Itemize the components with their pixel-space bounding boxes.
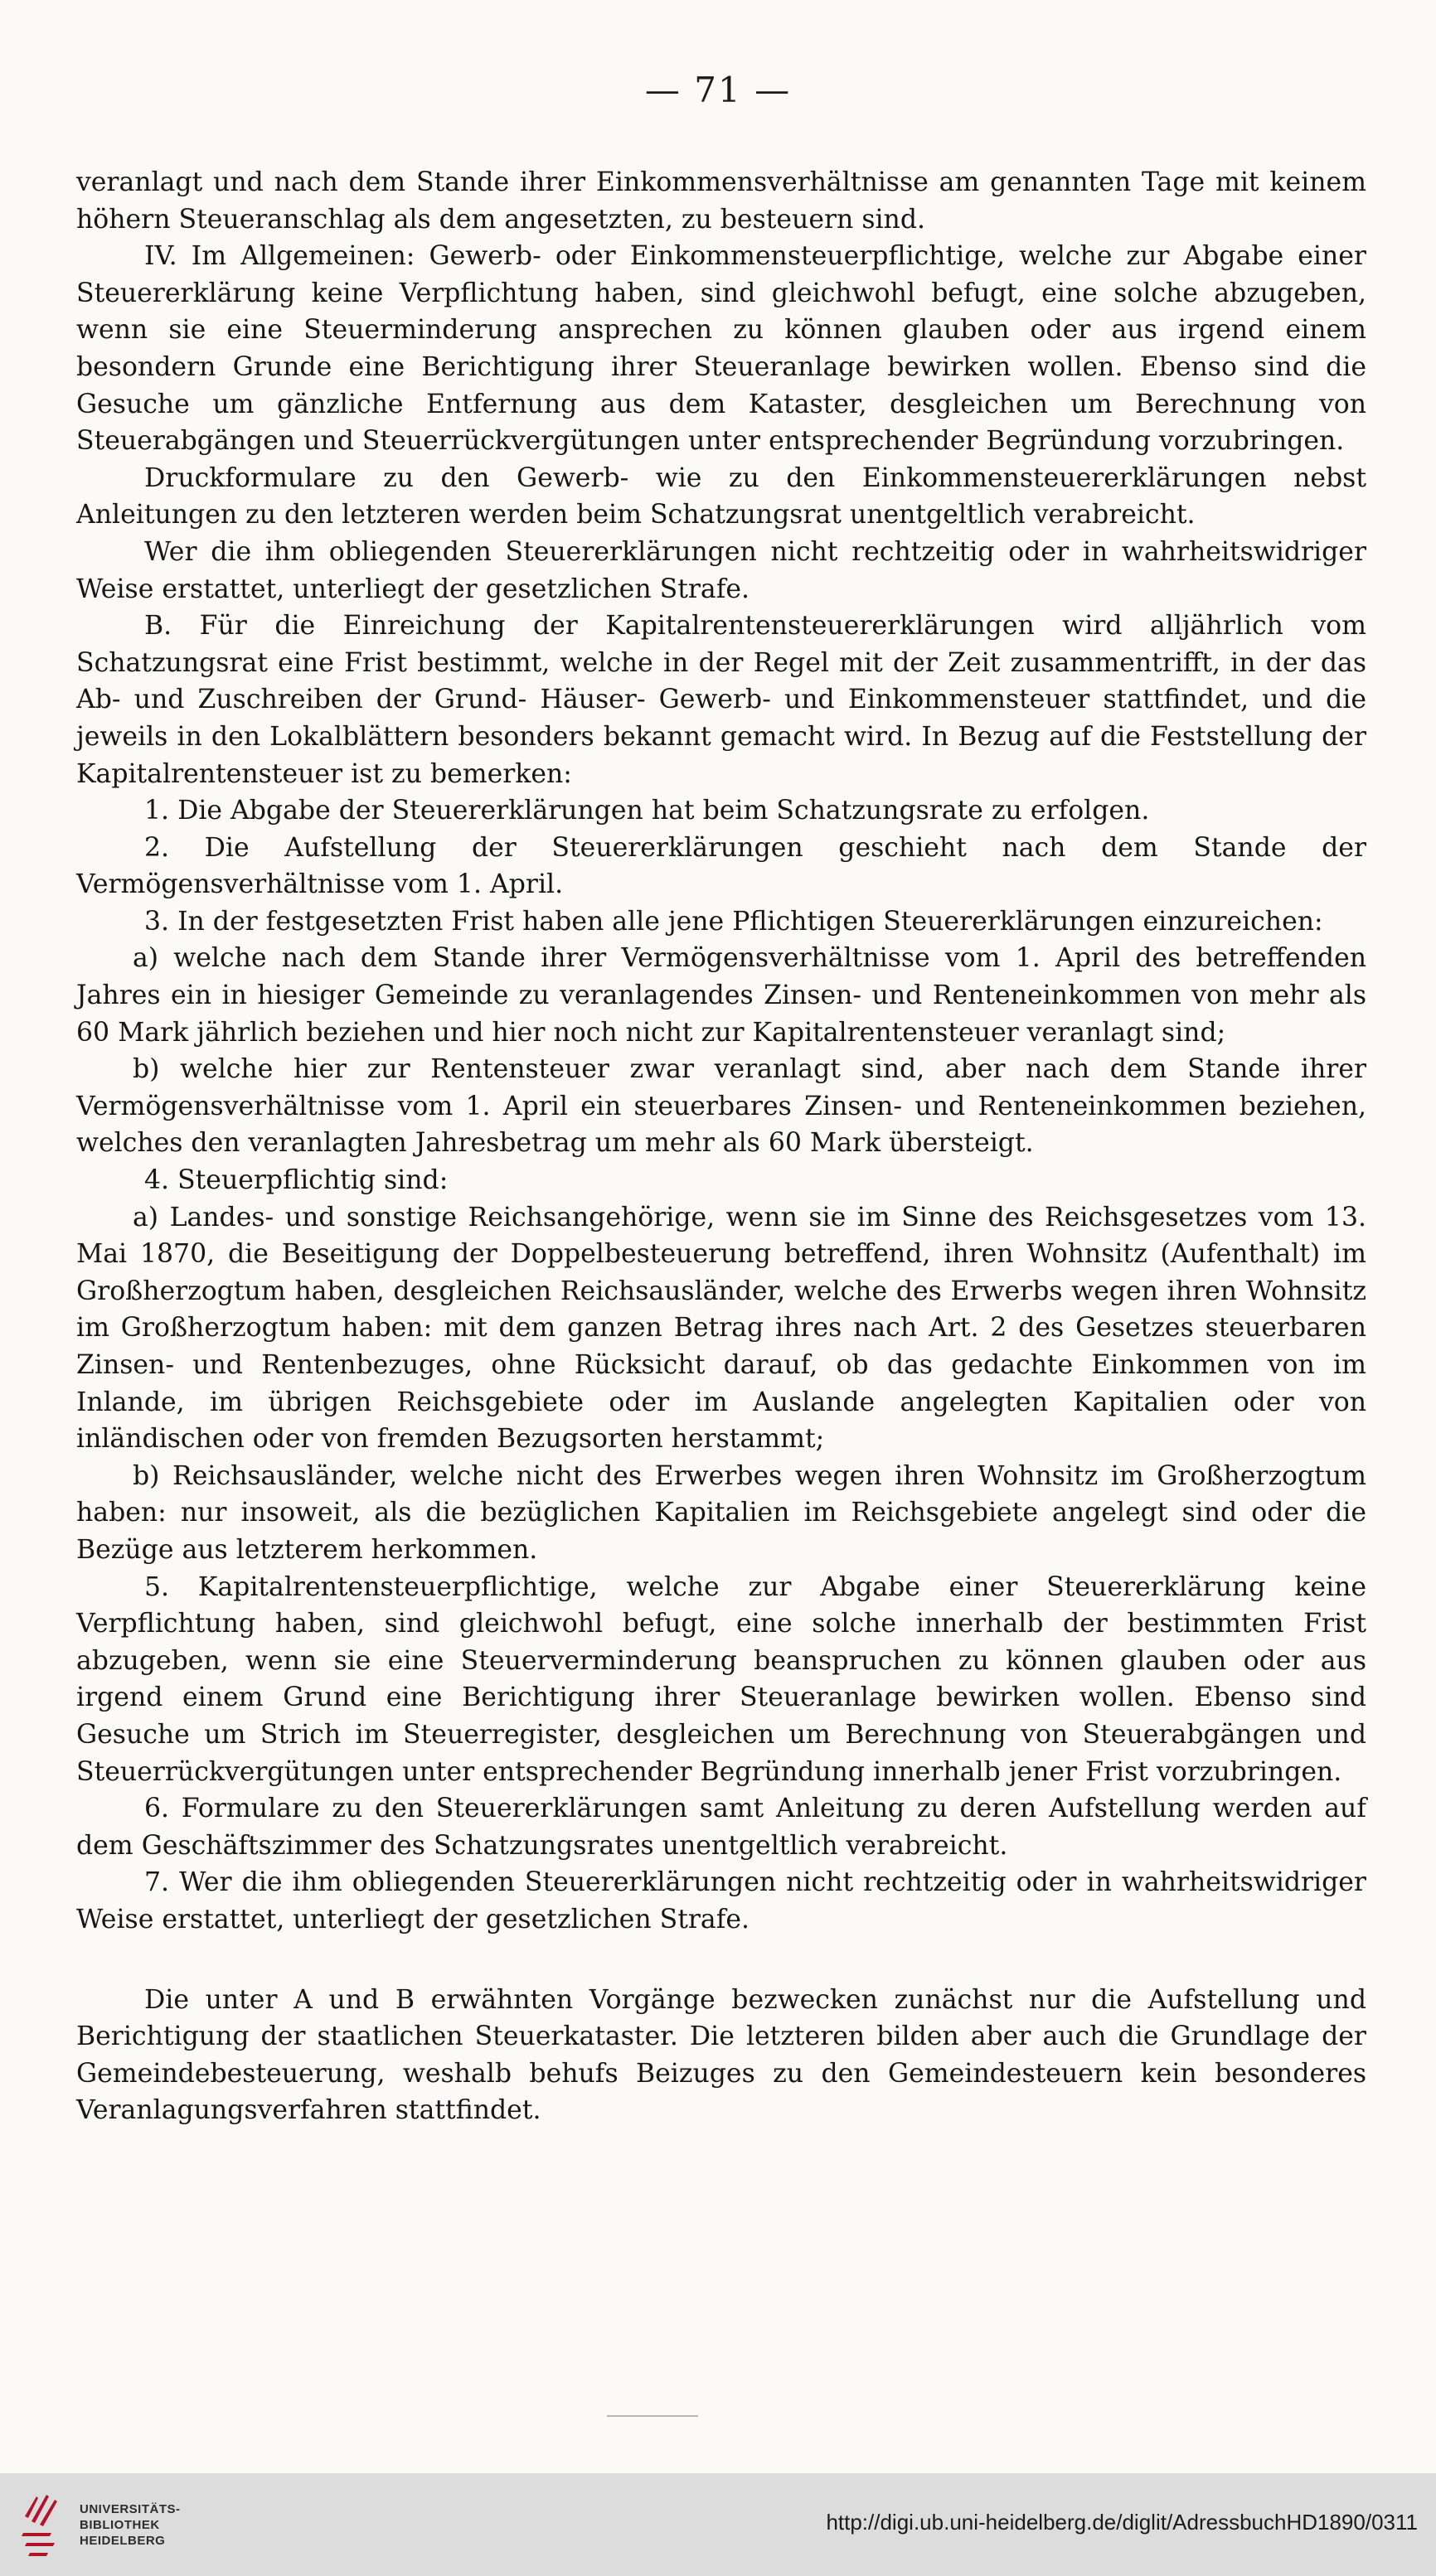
divider (607, 2415, 698, 2417)
source-url-link[interactable]: http://digi.ub.uni-heidelberg.de/diglit/AdressbuchHD1890/0311 (826, 2510, 1418, 2535)
paragraph-forms: Druckformulare zu den Gewerb- wie zu den Einkommensteuererklärungen nebst Anleitungen zu den letzteren werden beim Schatzungsrat unentgeltlich verabreicht. (76, 462, 1366, 530)
paragraph-continuation: veranlagt und nach dem Stande ihrer Einkommensverhältnisse am genannten Tage mit keinem höhern Steueranschlag als dem angesetzten, zu besteuern sind. (76, 167, 1366, 235)
list-item-4a: a) Landes- und sonstige Reichsangehörige, wenn sie im Sinne des Reichsgesetzes vom 13. Mai 1870, die Beseitigung der Doppelbesteuerung betreffend, ihren Wohnsitz (Aufenthalt) im Großherzogtum haben, desgleichen Reichsausländer, welche des Erwerbs wegen ihren Wohnsitz im Großherzogtum haben: mit dem ganzen Betrag ihres nach Art. 2 des Gesetzes steuerbaren Zinsen- und Rentenbezuges, ohne Rücksicht darauf, ob das gedachte Einkommen von im Inlande, im übrigen Reichsgebiete oder im Auslande angelegten Kapitalien oder von inländischen oder von fremden Bezugsorten herstammt; (76, 1202, 1366, 1455)
paragraph-penalty: Wer die ihm obliegenden Steuererklärungen nicht rechtzeitig oder in wahrheitswidriger Weise erstattet, unterliegt der gesetzlichen Strafe. (76, 536, 1366, 604)
paragraph-closing: Die unter A und B erwähnten Vorgänge bezwecken zunächst nur die Aufstellung und Berichtigung der staatlichen Steuerkataster. Die letzteren bilden aber auch die Grundlage der Gemeindebesteuerung, weshalb behufs Beizuges zu den Gemeindesteuern kein besonderes Veranlagungsverfahren stattfindet. (76, 1984, 1366, 2126)
paragraph-gap (76, 1939, 1366, 1982)
paragraph-iv-general: IV. Im Allgemeinen: Gewerb- oder Einkommensteuerpflichtige, welche zur Abgabe einer Steuererklärung keine Verpflichtung haben, sind gleichwohl befugt, eine solche abzugeben, wenn sie eine Steuerminderung ansprechen zu können glauben oder aus irgend einem besondern Grunde eine Berichtigung ihrer Steueranlage bewirken wollen. Ebenso sind die Gesuche um gänzliche Entfernung aus dem Kataster, desgleichen um Berechnung von Steuerabgängen und Steuerrückvergütungen unter entsprechender Begründung vorzubringen. (76, 241, 1366, 457)
library-name: UNIVERSITÄTS- BIBLIOTHEK HEIDELBERG (80, 2502, 181, 2548)
list-item-2: 2. Die Aufstellung der Steuererklärungen geschieht nach dem Stande der Vermögensverhältnisse vom 1. April. (76, 832, 1366, 900)
list-item-6: 6. Formulare zu den Steuererklärungen samt Anleitung zu deren Aufstellung werden auf dem Geschäftszimmer des Schatzungsrates unentgeltlich verabreicht. (76, 1794, 1366, 1861)
list-item-4b: b) Reichsausländer, welche nicht des Erwerbes wegen ihren Wohnsitz im Großherzogtum haben: nur insoweit, als die bezüglichen Kapitalien im Reichsgebiete angelegt sind oder die Bezüge aus letzterem herkommen. (76, 1460, 1366, 1565)
list-item-4: 4. Steuerpflichtig sind: (144, 1165, 449, 1196)
university-library-logo-icon (18, 2485, 63, 2564)
footer-bar (0, 2473, 1436, 2576)
list-item-3a: a) welche nach dem Stande ihrer Vermögensverhältnisse vom 1. April des betreffenden Jahres ein in hiesiger Gemeinde zu veranlagendes Zinsen- und Renteneinkommen von mehr als 60 Mark jährlich beziehen und hier noch nicht zur Kapitalrentensteuer veranlagt sind; (76, 943, 1366, 1048)
page-number: — 71 — (644, 70, 792, 110)
list-item-1: 1. Die Abgabe der Steuererklärungen hat beim Schatzungsrate zu erfolgen. (144, 796, 1150, 826)
list-item-5: 5. Kapitalrentensteuerpflichtige, welche zur Abgabe einer Steuererklärung keine Verpflichtung haben, sind gleichwohl befugt, eine solche innerhalb der bestimmten Frist abzugeben, wenn sie eine Steuerverminderung beanspruchen zu können glauben oder aus irgend einem Grund eine Berichtigung ihrer Steueranlage bewirken wollen. Ebenso sind Gesuche um Strich im Steuerregister, desgleichen um Berechnung von Steuerabgängen und Steuerrückvergütungen unter entsprechender Begründung innerhalb jener Frist vorzubringen. (76, 1571, 1366, 1787)
list-item-3b: b) welche hier zur Rentensteuer zwar veranlagt sind, aber nach dem Stande ihrer Vermögensverhältnisse vom 1. April ein steuerbares Zinsen- und Renteneinkommen beziehen, welches den veranlagten Jahresbetrag um mehr als 60 Mark übersteigt. (76, 1054, 1366, 1159)
list-item-7: 7. Wer die ihm obliegenden Steuererklärungen nicht rechtzeitig oder in wahrheitswidriger Weise erstattet, unterliegt der gesetzlichen Strafe. (76, 1867, 1366, 1934)
list-item-3: 3. In der festgesetzten Frist haben alle jene Pflichtigen Steuererklärungen einzureichen: (144, 906, 1323, 937)
body-text (76, 164, 1366, 2129)
paragraph-b-capital-tax: B. Für die Einreichung der Kapitalrentensteuererklärungen wird alljährlich vom Schatzungsrat eine Frist bestimmt, welche in der Regel mit der Zeit zusammentrifft, in der das Ab- und Zuschreiben der Grund- Häuser- Gewerb- und Einkommensteuer stattfindet, und die jeweils in den Lokalblättern besonders bekannt gemacht wird. In Bezug auf die Feststellung der Kapitalrentensteuer ist zu bemerken: (76, 611, 1366, 789)
